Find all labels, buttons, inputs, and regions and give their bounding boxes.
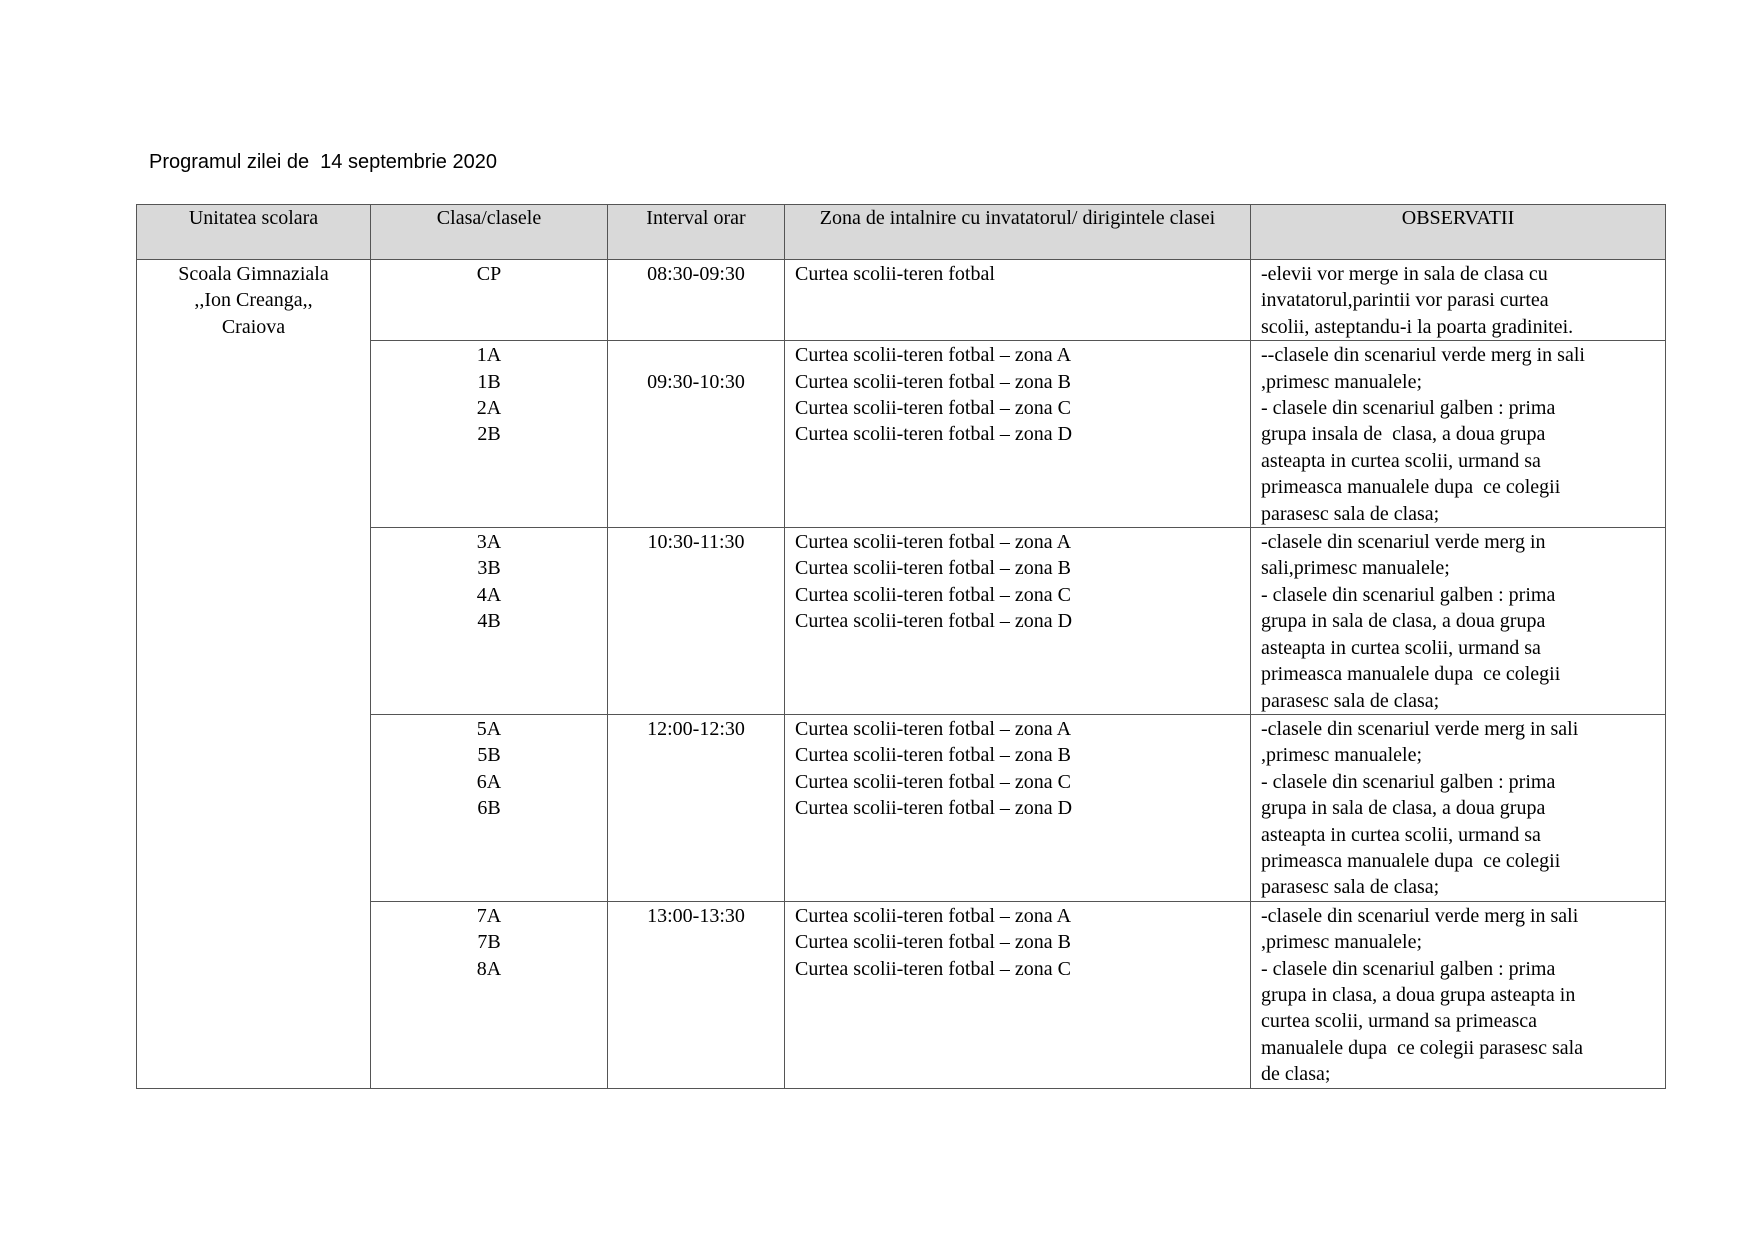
class-label: 1A: [476, 344, 502, 367]
observations-cell: [1251, 528, 1666, 715]
meeting-zone: Curtea scolii-teren fotbal – zona A: [795, 717, 1072, 740]
class-label: 6B: [477, 797, 501, 820]
class-label: 7B: [477, 931, 501, 954]
header-clasa-clasele: Clasa/clasele: [371, 205, 608, 260]
class-label: 4A: [476, 583, 502, 606]
class-label: 3B: [477, 557, 501, 580]
time-interval-cell: [608, 528, 785, 715]
observation-line: invatatorul,parintii vor parasi curtea: [1261, 289, 1549, 312]
observation-line: parasesc sala de clasa;: [1261, 876, 1440, 899]
time-interval-cell: [608, 341, 785, 528]
class-label: 5B: [477, 744, 501, 767]
time-interval: 09:30-10:30: [647, 370, 745, 393]
observation-line: primeasca manualele dupa ce colegii: [1261, 849, 1561, 872]
header-interval-orar: Interval orar: [608, 205, 785, 260]
observation-line: de clasa;: [1261, 1063, 1331, 1086]
meeting-zone-cell: [785, 528, 1251, 715]
class-label: 2A: [476, 397, 502, 420]
observation-line: grupa in sala de clasa, a doua grupa: [1261, 610, 1546, 633]
classes-cell: [371, 260, 608, 341]
meeting-zone: Curtea scolii-teren fotbal – zona A: [795, 531, 1072, 554]
observation-line: parasesc sala de clasa;: [1261, 689, 1440, 712]
class-label: 1B: [477, 370, 501, 393]
observation-line: sali,primesc manualele;: [1261, 557, 1450, 580]
observation-line: ,primesc manualele;: [1261, 370, 1423, 393]
classes-cell: [371, 528, 608, 715]
class-label: CP: [476, 263, 502, 285]
classes-cell: [371, 901, 608, 1088]
meeting-zone-cell: [785, 260, 1251, 341]
header-zona-intalnire: Zona de intalnire cu invatatorul/ dirigintele clasei: [785, 205, 1251, 260]
observation-line: - clasele din scenariul galben : prima: [1261, 397, 1556, 420]
classes-cell: [371, 341, 608, 528]
observation-line: primeasca manualele dupa ce colegii: [1261, 663, 1561, 686]
meeting-zone-cell: [785, 341, 1251, 528]
observations-cell: [1251, 260, 1666, 341]
observation-line: parasesc sala de clasa;: [1261, 502, 1440, 525]
observation-line: grupa in clasa, a doua grupa asteapta in: [1261, 983, 1576, 1006]
observation-line: -clasele din scenariul verde merg in sali: [1261, 904, 1579, 927]
table-body: [137, 260, 1666, 1089]
observation-line: - clasele din scenariul galben : prima: [1261, 583, 1556, 606]
table-header: [137, 205, 1666, 260]
class-label: 3A: [476, 531, 502, 554]
time-interval: 13:00-13:30: [647, 904, 745, 927]
meeting-zone: Curtea scolii-teren fotbal – zona B: [795, 931, 1072, 954]
school-unit-cell: [137, 260, 371, 1089]
school-name-line: Scoala Gimnaziala: [178, 263, 329, 285]
meeting-zone: Curtea scolii-teren fotbal – zona C: [795, 770, 1072, 793]
observation-line: - clasele din scenariul galben : prima: [1261, 957, 1556, 980]
header-row: [137, 205, 1666, 260]
meeting-zone: Curtea scolii-teren fotbal – zona C: [795, 957, 1072, 980]
observation-line: ,primesc manualele;: [1261, 744, 1423, 767]
class-label: 8A: [476, 957, 502, 980]
observation-line: -clasele din scenariul verde merg in: [1261, 531, 1546, 554]
school-name-line: ,,Ion Creanga,,: [194, 289, 313, 312]
meeting-zone: Curtea scolii-teren fotbal – zona D: [795, 423, 1073, 446]
observation-line: grupa insala de clasa, a doua grupa: [1261, 423, 1546, 446]
observations-cell: [1251, 341, 1666, 528]
observation-line: asteapta in curtea scolii, urmand sa: [1261, 823, 1541, 846]
time-spacer: [618, 342, 774, 368]
meeting-zone: Curtea scolii-teren fotbal – zona D: [795, 610, 1073, 633]
meeting-zone: Curtea scolii-teren fotbal – zona B: [795, 744, 1072, 767]
observation-line: scolii, asteptandu-i la poarta gradinitei.: [1261, 315, 1574, 338]
meeting-zone: Curtea scolii-teren fotbal – zona B: [795, 370, 1072, 393]
meeting-zone: Curtea scolii-teren fotbal – zona D: [795, 797, 1073, 820]
meeting-zone-cell: [785, 714, 1251, 901]
meeting-zone: Curtea scolii-teren fotbal: [795, 263, 995, 285]
class-label: 2B: [477, 423, 501, 446]
class-label: 5A: [476, 717, 502, 740]
meeting-zone-cell: [785, 901, 1251, 1088]
class-label: 7A: [476, 904, 502, 927]
table-row: [137, 260, 1666, 341]
observation-line: -clasele din scenariul verde merg in sali: [1261, 717, 1579, 740]
time-interval-cell: [608, 260, 785, 341]
header-observatii: OBSERVATII: [1251, 205, 1666, 260]
observation-line: asteapta in curtea scolii, urmand sa: [1261, 636, 1541, 659]
observation-line: primeasca manualele dupa ce colegii: [1261, 476, 1561, 499]
observation-line: --clasele din scenariul verde merg in sali: [1261, 344, 1585, 367]
meeting-zone: Curtea scolii-teren fotbal – zona B: [795, 557, 1072, 580]
time-interval: 12:00-12:30: [647, 717, 745, 740]
meeting-zone: Curtea scolii-teren fotbal – zona A: [795, 904, 1072, 927]
observations-cell: [1251, 901, 1666, 1088]
observation-line: ,primesc manualele;: [1261, 931, 1423, 954]
meeting-zone: Curtea scolii-teren fotbal – zona A: [795, 344, 1072, 367]
classes-cell: [371, 714, 608, 901]
observation-line: curtea scolii, urmand sa primeasca: [1261, 1010, 1537, 1033]
class-label: 6A: [476, 770, 502, 793]
class-label: 4B: [477, 610, 501, 633]
page-title: Programul zilei de 14 septembrie 2020: [149, 151, 497, 173]
observation-line: -elevii vor merge in sala de clasa cu: [1261, 263, 1548, 285]
time-interval: 10:30-11:30: [647, 531, 745, 554]
meeting-zone: Curtea scolii-teren fotbal – zona C: [795, 397, 1072, 420]
observation-line: - clasele din scenariul galben : prima: [1261, 770, 1556, 793]
school-name-line: Craiova: [221, 315, 286, 338]
observations-cell: [1251, 714, 1666, 901]
schedule-table: [136, 204, 1666, 1089]
time-interval-cell: [608, 714, 785, 901]
time-interval-cell: [608, 901, 785, 1088]
meeting-zone: Curtea scolii-teren fotbal – zona C: [795, 583, 1072, 606]
observation-line: manualele dupa ce colegii parasesc sala: [1261, 1036, 1584, 1059]
time-interval: 08:30-09:30: [647, 263, 745, 285]
observation-line: grupa in sala de clasa, a doua grupa: [1261, 797, 1546, 820]
observation-line: asteapta in curtea scolii, urmand sa: [1261, 449, 1541, 472]
header-unitatea-scolara: Unitatea scolara: [137, 205, 371, 260]
